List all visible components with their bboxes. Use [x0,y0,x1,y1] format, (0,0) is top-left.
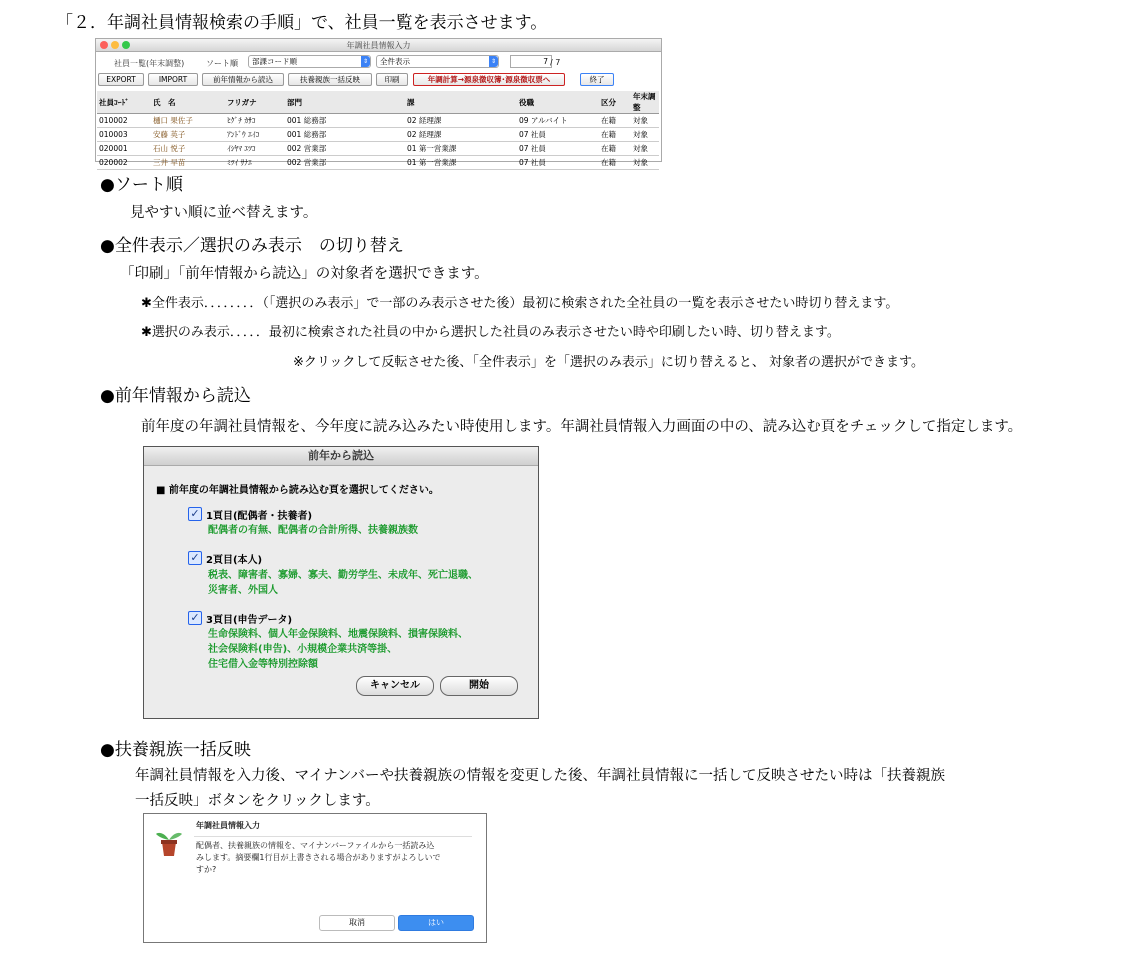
cell: 02 経理課 [405,114,517,128]
display-mode-select[interactable] [376,55,499,68]
employee-list-window [95,38,662,167]
chevron-updown-icon: ⇕ [362,58,369,65]
display-all-desc: ✱全件表示．．．．．．．．（「選択のみ表示」で一部のみ表示させた後）最初に検索された全社員の一覧を表示させたい時切り替えます。 [141,296,899,311]
confirm-dialog [143,813,487,943]
cell: 石山 悦子 [151,142,225,156]
confirm-message-line2: みします。摘要欄1行目が上書きされる場合がありますがよろしいで [196,853,441,862]
sort-label: ソート順 [206,59,238,68]
page2-checkbox[interactable]: ✓ [188,551,202,565]
prev-year-load-button[interactable]: 前年情報から読込 [202,73,284,86]
confirm-message-line1: 配偶者、扶養親族の情報を、マイナンバーファイルから一括読み込 [196,841,435,850]
dependents-heading: ●扶養親族一括反映 [100,740,251,760]
dependents-text-line1: 年調社員情報を入力後、マイナンバーや扶養親族の情報を変更した後、年調社員情報に一括して反映させたい時は「扶養親族 [135,768,945,784]
cell: 樋口 果佐子 [151,114,225,128]
column-header[interactable]: フリガナ [225,91,285,114]
page3-checkbox[interactable]: ✓ [188,611,202,625]
page2-desc-line2: 災害者、外国人 [208,585,278,596]
dependents-text-line2: 一括反映」ボタンをクリックします。 [135,793,380,809]
column-header[interactable]: 部門 [285,91,405,114]
table-row[interactable] [97,156,659,170]
display-toggle-heading: ●全件表示／選択のみ表示 の切り替え [100,236,404,256]
start-button[interactable]: 開始 [440,676,518,696]
cell: 02 経理課 [405,128,517,142]
dialog-divider [194,836,472,837]
cell: 07 社員 [517,142,599,156]
prev-year-dialog [143,446,539,719]
cell: 在籍 [599,156,631,170]
cell: 01 第一営業課 [405,142,517,156]
cell: 001 総務部 [285,114,405,128]
sort-text: 見やすい順に並べ替えます。 [130,205,318,221]
column-header[interactable]: 氏 名 [151,91,225,114]
page-number-input[interactable] [510,55,552,68]
page3-label: 3頁目(申告データ) [206,615,293,626]
column-header[interactable]: 課 [405,91,517,114]
plant-pot-icon [154,822,184,858]
table-row[interactable] [97,142,659,156]
cell: 010002 [97,114,151,128]
column-header[interactable]: 年末調整 [631,91,659,114]
cell: 対象 [631,114,659,128]
cell: 020001 [97,142,151,156]
confirm-dialog-title: 年調社員情報入力 [196,821,260,830]
window-titlebar [96,39,661,52]
page1-label: 1頁目(配偶者・扶養者) [206,511,313,522]
page3-desc-line1: 生命保険料、個人年金保険料、地震保険料、損害保険料、 [208,629,468,640]
cell: 対象 [631,128,659,142]
dialog-title: 前年から読込 [144,447,538,466]
cell: 安藤 英子 [151,128,225,142]
column-header[interactable]: 社員ｺｰﾄﾞ [97,91,151,114]
page1-checkbox[interactable]: ✓ [188,507,202,521]
cell: 在籍 [599,142,631,156]
cell: 対象 [631,156,659,170]
page2-label: 2頁目(本人) [206,555,263,566]
window-title: 年調社員情報入力 [346,41,411,50]
sort-heading: ●ソート順 [100,175,183,195]
cancel-button[interactable]: キャンセル [356,676,434,696]
cell: 在籍 [599,114,631,128]
page3-desc-line3: 住宅借入金等特別控除額 [208,659,318,670]
page1-desc: 配偶者の有無、配偶者の合計所得、扶養親族数 [208,525,418,536]
cell: 001 総務部 [285,128,405,142]
cell: 020002 [97,156,151,170]
page2-desc-line1: 税表、障害者、寡婦、寡夫、勤労学生、未成年、死亡退職、 [208,570,478,581]
page3-desc-line2: 社会保険料(申告)、小規模企業共済等掛、 [208,644,398,655]
cell: ﾋｸﾞﾁ ｶｻｺ [225,114,285,128]
display-note: ※クリックして反転させた後、「全件表示」を「選択のみ表示」に切り替えると、 対象者の選択ができます。 [293,355,924,370]
cell: 07 社員 [517,128,599,142]
dialog-instruction: ■ 前年度の年調社員情報から読み込む頁を選択してください。 [156,485,439,496]
sort-select[interactable] [248,55,371,68]
cancel-button[interactable]: 取消 [319,915,395,931]
cell: ﾐﾂｲ ｻﾅｴ [225,156,285,170]
cell: 09 アルバイト [517,114,599,128]
chevron-updown-icon: ⇕ [490,58,497,65]
cell: 在籍 [599,128,631,142]
display-toggle-text: 「印刷」「前年情報から読込」の対象者を選択できます。 [120,266,489,282]
table-header-row [97,91,659,114]
prev-year-text: 前年度の年調社員情報を、今年度に読み込みたい時使用します。年調社員情報入力画面の中の、読み込む頁をチェックして指定します。 [141,419,1023,435]
prev-year-heading: ●前年情報から読込 [100,386,251,406]
sort-select-value: 部課コード順 [252,57,297,66]
import-button[interactable]: IMPORT [148,73,198,86]
cell: 07 社員 [517,156,599,170]
cell: 三井 早苗 [151,156,225,170]
cell: ｲｼﾔﾏ ｴﾂｺ [225,142,285,156]
exit-button[interactable]: 終了 [580,73,614,86]
page-current: 7 [543,57,548,66]
cell: 002 営業部 [285,142,405,156]
cell: 002 営業部 [285,156,405,170]
column-header[interactable]: 役職 [517,91,599,114]
employee-table [97,91,659,170]
dependents-bulk-button[interactable]: 扶養親族一括反映 [288,73,372,86]
list-label: 社員一覧(年末調整) [114,59,185,68]
export-button[interactable]: EXPORT [98,73,144,86]
page-title: 「２．年調社員情報検索の手順」で、社員一覧を表示させます。 [56,13,548,33]
display-selected-desc: ✱選択のみ表示．．．．．最初に検索された社員の中から選択した社員のみ表示させたい時や印刷したい時、切り替えます。 [141,325,840,340]
year-end-calc-button[interactable]: 年調計算→源泉徴収簿･源泉徴収票へ [413,73,565,86]
page-total: / 7 [550,58,561,67]
cell: 010003 [97,128,151,142]
table-row[interactable] [97,128,659,142]
confirm-message-line3: すか? [196,865,217,874]
table-row[interactable] [97,114,659,128]
print-button[interactable]: 印刷 [376,73,408,86]
cell: ｱﾝﾄﾞｳ ｴｲｺ [225,128,285,142]
column-header[interactable]: 区分 [599,91,631,114]
cell: 対象 [631,142,659,156]
ok-button[interactable]: はい [398,915,474,931]
display-mode-value: 全件表示 [380,57,410,66]
cell: 01 第一営業課 [405,156,517,170]
